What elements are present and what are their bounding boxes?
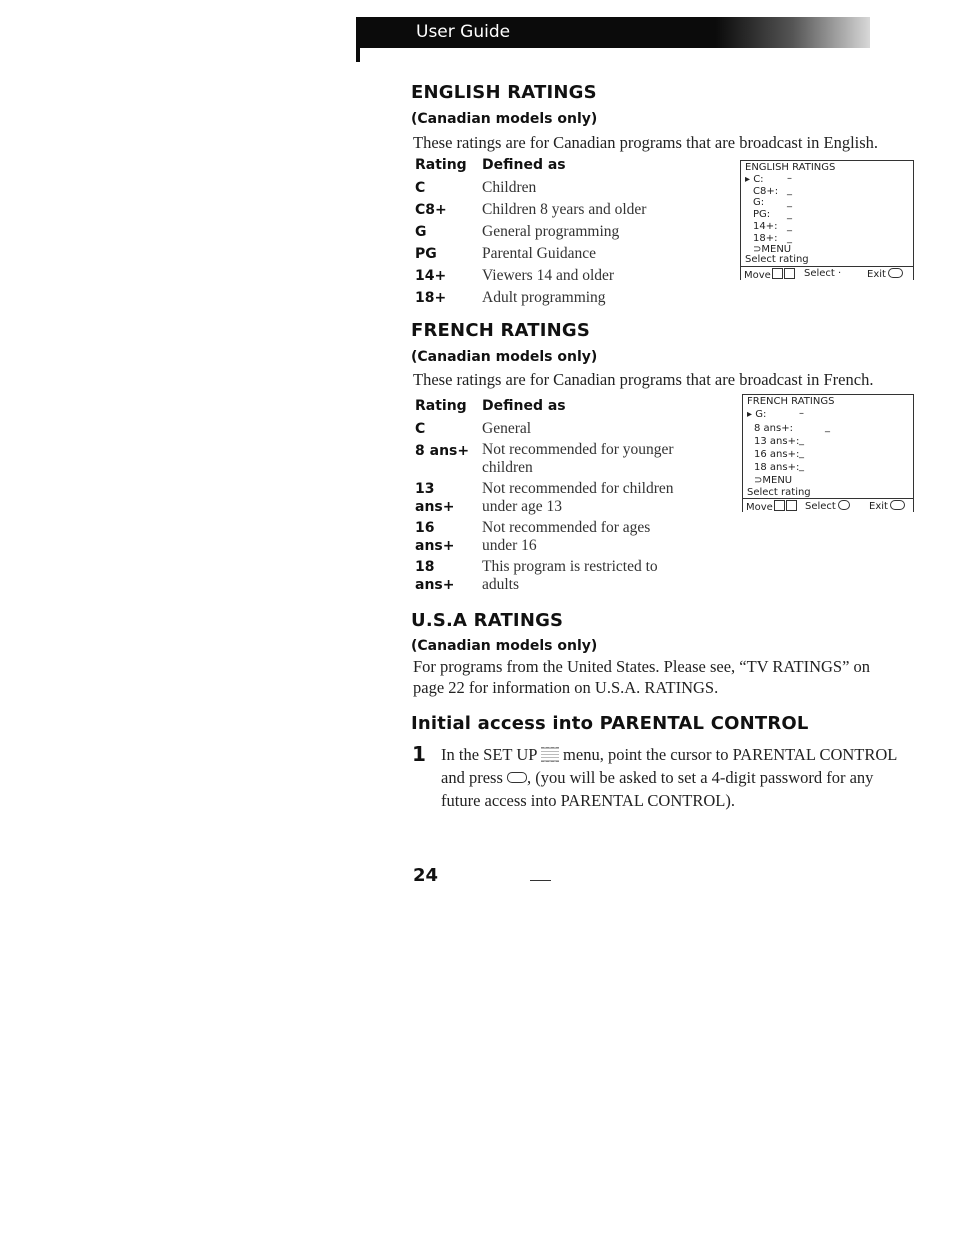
usa-ratings-text-line2: page 22 for information on U.S.A. RATINGS. (413, 678, 719, 697)
move-label: Move (746, 502, 773, 513)
french-ratings-intro: These ratings are for Canadian programs that are broadcast in French. (413, 370, 874, 389)
english-ratings-intro: These ratings are for Canadian programs that are broadcast in English. (413, 133, 879, 152)
move-arrows-icon (774, 500, 785, 511)
french-col-defined: Defined as (482, 398, 566, 414)
value-placeholder: _ (787, 185, 792, 196)
value-placeholder: _ (787, 233, 792, 244)
value-placeholder: _ (787, 209, 792, 220)
english-col-rating: Rating (415, 157, 467, 173)
rating-code: PG (415, 246, 437, 262)
rating-code: C8+ (415, 202, 447, 218)
english-ratings-subheading: (Canadian models only) (411, 111, 598, 127)
rating-definition: Children (482, 179, 537, 196)
step-text: , (you will be asked to set a 4-digit password for any (526, 768, 874, 787)
page-divider (530, 880, 551, 881)
value-placeholder: – (787, 173, 792, 184)
rating-code: 16 ans+ (415, 520, 455, 554)
screen-item: ▸ G: (747, 409, 767, 420)
screen-select-rating: Select rating (745, 254, 809, 265)
enter-button-icon (838, 500, 850, 510)
menu-button-icon (890, 500, 905, 510)
screen-item: C8+: (753, 186, 779, 197)
screen-menu-option: ⊃MENU (754, 475, 793, 486)
french-ratings-heading: FRENCH RATINGS (411, 320, 591, 341)
value-placeholder: _ (799, 435, 804, 446)
value-placeholder: _ (799, 461, 804, 472)
step-number: 1 (412, 742, 426, 766)
screen-footer (742, 498, 914, 512)
screen-item: 18+: (753, 233, 778, 244)
rating-definition: Not recommended for ages under 16 (482, 519, 651, 554)
screen-item: 8 ans+: (754, 423, 793, 434)
screen-footer-move (746, 500, 797, 514)
french-col-rating: Rating (415, 398, 467, 414)
screen-footer-exit (867, 268, 903, 281)
screen-title: FRENCH RATINGS (747, 396, 835, 407)
move-arrows-icon (772, 268, 783, 279)
rating-definition: Not recommended for children under age 13 (482, 480, 674, 515)
screen-item: G: (753, 197, 765, 208)
value-placeholder: – (799, 408, 804, 419)
select-label: Select (804, 268, 835, 279)
rating-code: 8 ans+ (415, 443, 470, 459)
move-arrows-icon (784, 268, 795, 279)
rating-code: 18 ans+ (415, 559, 455, 593)
page-number: 24 (413, 865, 439, 886)
rating-code: 18+ (415, 290, 447, 306)
step-line-2 (441, 767, 873, 788)
move-arrows-icon (786, 500, 797, 511)
setup-menu-icon (541, 747, 559, 762)
exit-label: Exit (867, 269, 886, 280)
rating-code: G (415, 224, 427, 240)
rating-definition: Viewers 14 and older (482, 267, 615, 284)
english-ratings-screen (740, 160, 914, 280)
step-text: In the SET UP (441, 745, 537, 764)
screen-item: 14+: (753, 221, 778, 232)
value-placeholder: _ (787, 221, 792, 232)
screen-menu-option: ⊃MENU (753, 244, 792, 255)
rating-definition: Adult programming (482, 289, 606, 306)
rating-definition: Parental Guidance (482, 245, 597, 262)
exit-label: Exit (869, 501, 888, 512)
screen-select-rating: Select rating (747, 487, 811, 498)
rating-definition: General programming (482, 223, 620, 240)
usa-ratings-heading: U.S.A RATINGS (411, 610, 564, 631)
rating-code: 13 ans+ (415, 481, 455, 515)
step-text: and press (441, 768, 503, 787)
initial-access-heading: Initial access into PARENTAL CONTROL (411, 713, 809, 734)
step-line-3: future access into PARENTAL CONTROL). (441, 791, 735, 810)
rating-definition: This program is restricted to adults (482, 558, 658, 593)
rating-code: C (415, 180, 426, 196)
screen-footer-select (804, 268, 841, 280)
enter-button-icon (507, 772, 527, 783)
screen-title: ENGLISH RATINGS (745, 162, 836, 173)
rating-definition: Not recommended for younger children (482, 441, 674, 476)
select-dot-icon: · (838, 268, 842, 279)
value-placeholder: _ (799, 448, 804, 459)
french-ratings-screen (742, 394, 914, 512)
usa-ratings-subheading: (Canadian models only) (411, 638, 598, 654)
value-placeholder: _ (787, 197, 792, 208)
screen-footer-exit (869, 500, 905, 513)
screen-item: ▸ C: (745, 174, 764, 185)
rating-definition: General (482, 420, 532, 437)
screen-footer-move (744, 268, 795, 282)
french-ratings-subheading: (Canadian models only) (411, 349, 598, 365)
screen-footer (740, 266, 914, 280)
screen-item: 18 ans+: (754, 462, 800, 473)
screen-item: 16 ans+: (754, 449, 800, 460)
header-title: User Guide (416, 22, 511, 42)
select-label: Select (805, 501, 836, 512)
step-line-1 (441, 744, 897, 765)
menu-button-icon (888, 268, 903, 278)
screen-item: 13 ans+: (754, 436, 800, 447)
usa-ratings-text-line1: For programs from the United States. Please see, “TV RATINGS” on (413, 657, 871, 676)
value-placeholder: _ (825, 422, 830, 433)
rating-code: C (415, 421, 426, 437)
screen-footer-select (805, 500, 850, 513)
rating-definition: Children 8 years and older (482, 201, 647, 218)
screen-item: PG: (753, 209, 771, 220)
header-notch (356, 44, 360, 62)
rating-code: 14+ (415, 268, 447, 284)
english-col-defined: Defined as (482, 157, 566, 173)
move-label: Move (744, 270, 771, 281)
english-ratings-heading: ENGLISH RATINGS (411, 82, 597, 103)
step-text: menu, point the cursor to PARENTAL CONTROL (563, 745, 898, 764)
